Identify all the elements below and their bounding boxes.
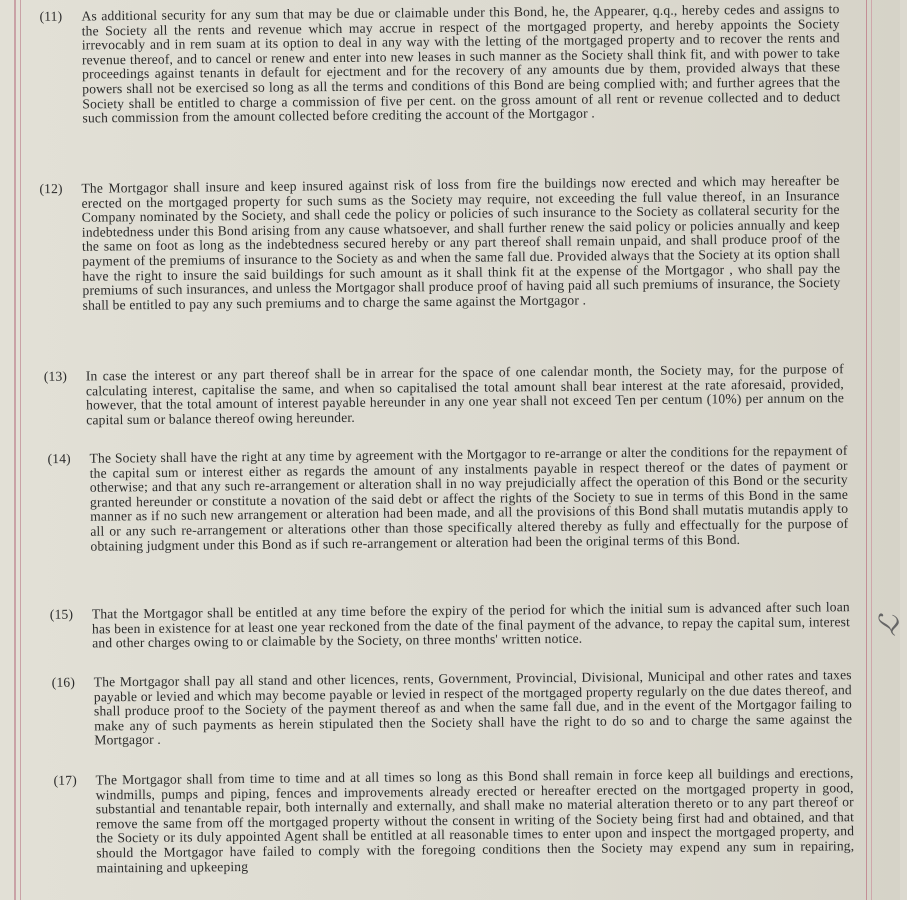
clause-number: (14) <box>47 450 71 467</box>
clause-text: The Mortgagor shall insure and keep insured against risk of loss from fire the buildings now erected and which may hereafter be erected on the mortgaged property for such sums as the Society may require, not exceeding the full value thereof, in an Insurance Company nominated by the Society, and shall cede the policy or policies of such insurance to the Society as collateral security for the indebtedness under this Bond arising from any cause whatsoever, and shall further renew the said policy or policies annually and keep the same on foot as long as the indebtedness secured hereby or any part thereof shall remain unpaid, and shall produce proof of the payment of the premiums of insurance to the Society as and when the same fall due. Provided always that the Society at its option shall have the right to insure the said buildings for such amount as it shall think fit at the expense of the Mortgagor , who shall pay the premiums of such insurances, and unless the Mortgagor shall produce proof of having paid all such premiums of insurance, the Society shall be entitled to pay any such premiums and to charge the same against the Mortgagor . <box>81 172 841 313</box>
clause-15 <box>50 600 850 651</box>
clause-number: (11) <box>39 8 63 24</box>
clause-number: (17) <box>53 772 77 788</box>
clause-number: (12) <box>39 180 63 197</box>
clause-12 <box>39 174 840 314</box>
clause-text: That the Mortgagor shall be entitled at any time before the expiry of the period for which the initial sum is advanced after such loan has been in existence for at least one year reckoned from the date of the final payment of the advance, to repay the capital sum, interest and other charges owing to or claimable by the Society, on three months' written notice. <box>91 599 851 651</box>
clause-text: As additional security for any sum that may be due or claimable under this Bond, he, the Appearer, q.q., hereby cedes and assigns to the Society all the rents and revenue which may accrue in respect of the mortgaged property, and hereby appoints the Society irrevocably and in rem suam at its option to deal in any way with the letting of the mortgaged property and to recover the rents and revenue thereof, and to cancel or renew and enter into new leases in such manner as the Society shall think fit, and with power to take proceedings against tenants in default for ejectment and for the recovery of any amounts due by them, provided always that these powers shall not be exercised so long as all the terms and conditions of this Bond are being complied with; and further agrees that the Society shall be entitled to charge a commission of five per cent. on the gross amount of all rent or revenue collected and to deduct such commission from the amount collected before crediting the account of the Mortgagor . <box>81 1 841 126</box>
clause-14 <box>47 444 848 555</box>
clause-text: The Mortgagor shall pay all stand and other licences, rents, Government, Provincial, Divisional, Municipal and other rates and taxes payable or levied and which may become payable or levied in respect of the mortgaged property regularly on the due dates thereof, and shall produce proof to the Society of the payment thereof as and when the same fall due, and in the event of the Mortgagor failing to make any of such payments as herein stipulated then the Society shall have the right to do so and to charge the same against the Mortgagor . <box>93 667 853 748</box>
clause-text: The Mortgagor shall from time to time and at all times so long as this Bond shall remain in force keep all buildings and erections, windmills, pumps and piping, fences and improvements already erected or hereafter erected on the mortgaged property in good, substantial and tenantable repair, both internally and externally, and shall make no material alteration thereto or to any part thereof or remove the same from off the mortgaged property without the consent in writing of the Society being first had and obtained, and that the Society or its duly appointed Agent shall be entitled at all reasonable times to enter upon and inspect the mortgaged property, and should the Mortgagor have failed to comply with the foregoing conditions then the Society may expend any sum in repairing, maintaining and upkeeping <box>95 765 855 875</box>
margin-handwriting-mark: ℒ <box>869 610 907 639</box>
clause-11 <box>39 2 840 126</box>
clause-17 <box>54 766 855 876</box>
clause-number: (15) <box>49 606 74 622</box>
clause-13 <box>44 362 845 428</box>
clause-text: In case the interest or any part thereof shall be in arrear for the space of one calendar month, the Society may, for the purpose of calculating interest, capitalise the same, and when so capitalised the total amount shall bear interest at the rate aforesaid, provided, however, that the total amount of interest payable hereunder in any one year shall not exceed Ten per centum (10%) per annum on the capital sum or balance thereof owing hereunder. <box>85 361 845 428</box>
clause-number: (13) <box>43 368 68 384</box>
clause-16 <box>52 668 853 749</box>
clause-number: (16) <box>51 674 76 690</box>
clause-text: The Society shall have the right at any time by agreement with the Mortgagor to re-arrange or alter the conditions for the repayment of the capital sum or interest either as regards the amount of any instalments payable in respect thereof or the dates of payment or otherwise; and that any such re-arrangement or alteration shall in no way prejudicially affect the operation of this Bond or the security granted hereunder or constitute a novation of the said debt or affect the rights of the Society to sue in terms of this Bond in the same manner as if no such new arrangement or alteration had been made, and all the provisions of this Bond shall mutatis mutandis apply to all or any such re-arrangement or alterations other than those specifically altered thereby as fully and effectually for the purpose of obtaining judgment under this Bond as if such re-arrangement or alteration had been the original terms of this Bond. <box>89 442 849 554</box>
